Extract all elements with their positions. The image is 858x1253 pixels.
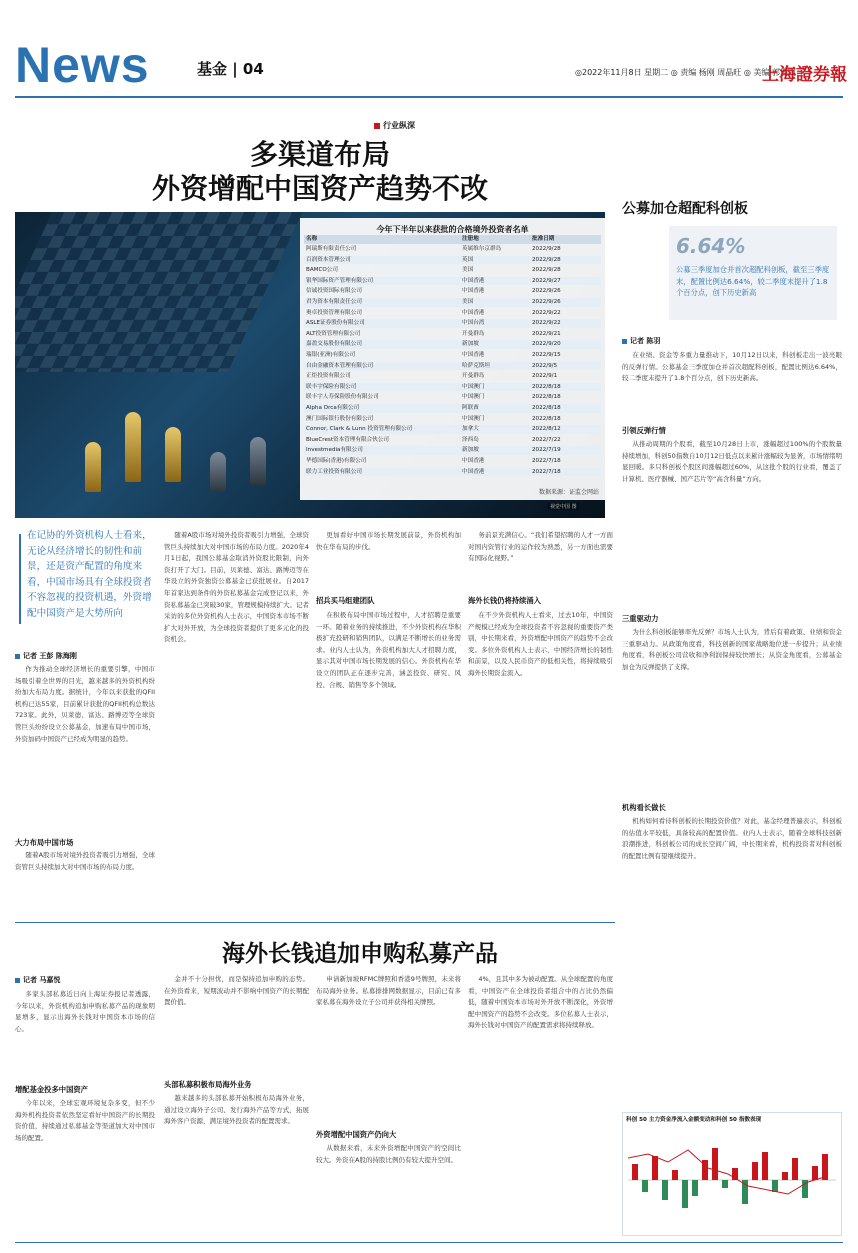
table-cell: Investmedia有限公司 <box>306 447 363 454</box>
table-cell: 2022/8/12 <box>532 426 561 433</box>
main-body-col4b: 在不少外资机构人士看来，过去10年，中国资产规模已经成为全球投资者不容忽视的重要资产类别，中长期来看，外资增配中国资产的趋势不会改变。多位外资机构人士表示，中国经济增长的韧性和前景，以及人民币资产的低相关性，将持续吸引海外长期资金流入。 <box>468 611 613 677</box>
sidebar-body-2: 从推动周期的个股看，截至10月28日上市，涨幅超过100%的个股数量持续增加，科创50指数自10月12日低点以来累计涨幅较为显著，市场情绪明显回暖。多只科创板个股区间涨幅超过60%，从这批个股的行业看，覆盖了计算机、医疗器械、国产芯片等“高含科量”方向。 <box>622 440 842 483</box>
table-cell: Connor, Clark & Lunn 投资管理有限公司 <box>306 426 413 433</box>
table-cell: 开曼群岛 <box>462 373 485 380</box>
chessboard-graphic <box>15 212 302 372</box>
table-cell: 中国澳门 <box>462 394 485 401</box>
table-cell: 2022/7/22 <box>532 436 561 443</box>
chart-bar <box>652 1156 658 1180</box>
headline-line1: 多渠道布局 <box>249 138 390 171</box>
section-label: 基金 | 04 <box>197 60 264 78</box>
main-body-col1: 作为推动全球经济增长的重要引擎，中国市场吸引着全世界的目光，越来越多的外资机构纷纷加大布局力度。据统计，今年以来获批的QFII机构已达55家，目前累计获批的QFII机构总数达723家。此外，贝莱德、富达、路博迈等全球资管巨头纷纷设立公募基金，加速布局中国市场，外资加码中国资产已经成为明显的趋势。 <box>15 665 155 743</box>
sidebar-body-1: 在业绩、资金等多重力量推动下，10月12日以来，科创板走出一波亮眼的反弹行情。公募基金三季度加仓并首次超配科创板，配置比例达6.64%，较二季度末提升了1.8个百分点，创下历史新高。 <box>622 351 842 383</box>
chart-bar <box>782 1172 788 1180</box>
subhead: 招兵买马组建团队 <box>316 596 375 605</box>
sidebar-body-3: 为什么科创板能够率先反弹？市场人士认为，背后有着政策、业绩和资金三重驱动力。从政策角度看，科技创新的国家战略地位进一步提升；从业绩角度看，科创板公司营收和净利润保持较快增长；从资金角度看，公募基金加仓为反弹提供了支撑。 <box>622 628 842 671</box>
second-body-col2b: 越来越多的头部私募开始积极布局海外业务，通过设立海外子公司、发行海外产品等方式，拓展海外客户资源，满足境外投资者的配置需求。 <box>164 1094 309 1126</box>
table-cell: 奥卓投资管理有限公司 <box>306 309 362 316</box>
table-cell: 新加坡 <box>462 341 479 348</box>
second-body-col3b: 从数据来看，未来外资增配中国资产的空间比较大。外资在A股的持股比例仍有较大提升空间。 <box>316 1144 461 1164</box>
table-cell: 中国香港 <box>462 458 485 464</box>
chart-bars <box>632 1148 828 1208</box>
main-body-col1b: 随着A股市场对境外投资者吸引力增强，全球资管巨头持续加大对中国市场的布局力度。 <box>15 851 155 871</box>
table-cell: 2022/9/1 <box>532 373 558 380</box>
chart-bar <box>762 1152 768 1180</box>
chart-title: 科创 50 主力资金净流入金额变动和科创 50 指数表现 <box>626 1117 762 1123</box>
table-row <box>304 266 601 275</box>
table-cell: 英属维尔京群岛 <box>462 246 502 252</box>
table-cell: 2022/7/19 <box>532 447 561 454</box>
second-headline: 海外长钱追加申购私募产品 <box>222 940 498 967</box>
table-cell: 2022/9/5 <box>532 362 558 369</box>
second-body-col3a: 申请新加坡RFMC牌照和香港9号牌照，未来将布局海外业务。私募排排网数据显示，目前已有多家私募在海外设立子公司并获得相关牌照。 <box>316 975 461 1007</box>
table-cell: 2022/8/18 <box>532 394 561 401</box>
second-byline: 记者 马嘉悦 <box>15 975 60 985</box>
pull-quote: 在记协的外资机构人士看来，无论从经济增长的韧性和前景，还是资产配置的角度来看，中国市场具有全球投资者不容忽视的投资机遇，外资增配中国资产是大势所向 <box>15 520 165 630</box>
chess-piece-icon <box>85 442 101 492</box>
table-cell: 2022/7/18 <box>532 468 561 475</box>
chart-bar <box>642 1180 648 1192</box>
table-cell: Alpha Orca有限公司 <box>306 405 360 411</box>
table-title: 今年下半年以来获批的合格境外投资者名单 <box>376 225 529 234</box>
table-cell: 2022/8/18 <box>532 415 561 422</box>
table-header: 名称 <box>306 236 318 242</box>
newspaper-logo: 上海證券報 <box>762 65 847 85</box>
chart-bar <box>722 1180 728 1188</box>
table-row <box>304 340 601 349</box>
sidebar-body-4: 机构如何看待科创板的长期投资价值？对此，基金经理普遍表示，科创板的估值水平较低，具备较高的配置价值。业内人士表示，随着全球科技创新浪潮推进，科创板公司的成长空间广阔，中长期来看，机构投资者对科创板的配置比例有望继续提升。 <box>622 817 842 860</box>
table-cell: 加拿大 <box>462 426 479 433</box>
table-header: 注册地 <box>462 236 479 242</box>
chart-bar <box>772 1180 778 1192</box>
table-cell: 正炬投资有限公司 <box>306 373 351 380</box>
chart-bar <box>632 1164 638 1180</box>
section-divider <box>15 922 615 923</box>
table-cell: 美国 <box>462 299 474 305</box>
second-body-col1b: 今年以来，全球宏观环境复杂多变，但不少海外机构投资者依然坚定看好中国资产的长期投资价值，持续通过私募基金等渠道加大对中国市场的配置。 <box>15 1099 155 1142</box>
sidebar-subhead: 三重驱动力 <box>622 614 659 623</box>
chart-bar <box>742 1180 748 1204</box>
table-cell: 英国 <box>462 256 474 263</box>
table-cell: ALT投资管理有限公司 <box>306 330 361 337</box>
table-cell: BAMCO公司 <box>306 267 338 274</box>
table-cell: 2022/9/28 <box>532 256 561 263</box>
table-cell: 中国香港 <box>462 309 485 316</box>
table-cell: 中国台湾 <box>462 320 485 327</box>
table-row <box>304 319 601 328</box>
main-body-col2: 随着A股市场对境外投资者吸引力增强，全球资管巨头持续加大对中国市场的布局力度。2020年4月1日起，我国公募基金取消外资股比限制，向外资打开了大门。目前，贝莱德、富达、路博迈等在华设立的外资独资公募基金已获批展业。自2017年首家达到条件的外资私募基金完成登记以来，外资私募基金已突破30家，管理规模持续扩大。记者采访的多位外资机构人士表示，中国资本市场不断扩大对外开放，为全球投资者提供了更多元化的投资机会。 <box>164 531 309 644</box>
main-body-col3a: 更加看好中国市场长期发展前景，外资机构加快在华布局的步伐。 <box>316 531 461 551</box>
table-row <box>304 404 601 413</box>
table-row <box>304 383 601 392</box>
table-row <box>304 277 601 286</box>
table-cell: 2022/9/26 <box>532 299 561 305</box>
table-cell: 瑞银(亚洲)有限公司 <box>306 352 356 358</box>
table-cell: 2022/9/22 <box>532 320 561 327</box>
subhead: 海外长钱仍将持续涌入 <box>468 596 541 605</box>
chart-bar <box>672 1170 678 1180</box>
table-cell: 联丰宇保险有限公司 <box>306 383 357 390</box>
subhead: 外资增配中国资产仍向大 <box>316 1130 397 1139</box>
chart-bar <box>682 1180 688 1208</box>
table-cell: 阿联酋 <box>462 405 479 411</box>
table-cell: 君为资本有限责任公司 <box>306 299 362 305</box>
subhead: 大力布局中国市场 <box>15 838 74 847</box>
table-cell: 中国澳门 <box>462 415 485 422</box>
table-row <box>304 468 601 477</box>
second-body-col2a: 金并不十分担忧，而是保持追加申购的态势。在外资看来，短期波动并不影响中国资产的长期配置价值。 <box>164 975 309 1007</box>
table-cell: 2022/9/28 <box>532 267 561 274</box>
issue-meta: ◎2022年11月8日 星期二 ◎ 责编 杨刚 周晶旺 ◎ 美编 郭晨凯 <box>575 68 796 77</box>
table-row <box>304 446 601 455</box>
main-body-col4a: 务前景充满信心。“我们希望招聘的人才一方面对国内资管行业的运作较为熟悉，另一方面也需要有国际化视野。” <box>468 531 613 563</box>
table-cell: 中国香港 <box>462 288 485 295</box>
table-row <box>304 298 601 307</box>
subhead: 头部私募积极布局海外业务 <box>164 1080 252 1089</box>
second-body-col1a: 多家头部私募近日向上海证券报记者透露，今年以来，外资机构追加申购私募产品的现象明显增多，显示出海外长钱对中国资本市场的信心。 <box>15 990 155 1033</box>
table-row <box>304 436 601 445</box>
chart-bar <box>752 1162 758 1180</box>
table-cell: 美国 <box>462 267 474 274</box>
sidebar-byline: 记者 陈羽 <box>622 336 660 346</box>
table-cell: BlueCrest资本管理有限合伙公司 <box>306 436 389 443</box>
feature-photo <box>15 212 605 518</box>
chess-piece-icon <box>250 437 266 485</box>
article-tag: 行业纵深 <box>374 120 415 131</box>
table-row <box>304 415 601 424</box>
main-body-col3b: 在积极布局中国市场过程中，人才招聘是重要一环。随着业务的持续推进，不少外资机构在华积极扩充投研和销售团队，以满足不断增长的业务需求。业内人士认为，外资机构加大人才招聘力度，显示其对中国市场长期发展的信心。外资机构在华设立的团队正在逐步完善，涵盖投资、研究、风控、合规、销售等多个领域。 <box>316 611 461 689</box>
table-cell: 中国澳门 <box>462 383 485 390</box>
sidebar-percent: 6.64% <box>676 234 746 258</box>
table-cell: 阿瑞斯有限责任公司 <box>306 246 357 252</box>
table-cell: 新加坡 <box>462 447 479 454</box>
chart-bar <box>692 1180 698 1196</box>
table-row <box>304 372 601 381</box>
second-body-col4: 4%，且其中多为被动配置。从全球配置的角度看，中国资产在全球投资者组合中的占比仍然偏低，随着中国资本市场对外开放不断深化，外资增配中国资产的趋势不会改变。多位私募人士表示，海外长钱对中国资产的配置需求将持续释放。 <box>468 975 613 1030</box>
table-cell: 2022/9/26 <box>532 288 561 295</box>
table-cell: 中国香港 <box>462 352 485 358</box>
table-row <box>304 330 601 339</box>
table-row <box>304 457 601 466</box>
sidebar-summary: 公募三季度加仓并首次超配科创板，截至三季度末，配置比例达6.64%，较二季度末提升了1.8个百分点，创下历史新高 <box>676 265 830 297</box>
table-cell: 泽西岛 <box>462 436 479 443</box>
table-row <box>304 351 601 360</box>
table-cell: 2022/9/22 <box>532 309 561 316</box>
table-row <box>304 362 601 371</box>
table-cell: 联力工业投资有限公司 <box>306 468 362 475</box>
masthead-divider <box>15 96 843 98</box>
headline-line2: 外资增配中国资产趋势不改 <box>151 172 488 205</box>
chess-piece-icon <box>165 427 181 482</box>
table-row <box>304 287 601 296</box>
subhead: 增配基金投多中国资产 <box>15 1085 88 1094</box>
table-cell: 中国香港 <box>462 468 485 475</box>
chess-piece-icon <box>210 452 226 492</box>
table-cell: 信诚投资国际有限公司 <box>306 288 362 295</box>
table-cell: 2022/9/21 <box>532 330 561 337</box>
table-row <box>304 256 601 265</box>
table-cell: 自由金融资本管理有限公司 <box>306 362 374 369</box>
fund-flow-chart <box>628 1128 836 1232</box>
photo-credit: 视觉中国 图 <box>550 504 577 510</box>
table-cell: 2022/8/18 <box>532 383 561 390</box>
chart-bar <box>812 1166 818 1180</box>
table-row <box>304 245 601 254</box>
table-cell: 银华国际资产管理有限公司 <box>306 277 374 284</box>
masthead-brand: News <box>15 37 150 93</box>
table-cell: 百润资本管理公司 <box>306 256 351 263</box>
table-row <box>304 309 601 318</box>
main-byline: 记者 王彭 陈海刚 <box>15 651 77 661</box>
table-cell: 嘉盈交易股份有限公司 <box>306 341 362 348</box>
table-cell: 2022/9/20 <box>532 341 561 348</box>
table-cell: 哈萨克斯坦 <box>462 362 490 369</box>
table-cell: 2022/9/28 <box>532 246 561 252</box>
page-bottom-rule <box>15 1242 843 1243</box>
table-row <box>304 425 601 434</box>
table-cell: 2022/8/18 <box>532 405 561 411</box>
chess-piece-icon <box>125 412 141 482</box>
table-cell: 澳门国际银行股份有限公司 <box>306 415 374 422</box>
table-cell: 开曼群岛 <box>462 330 485 337</box>
sidebar-subhead: 引领反弹行情 <box>622 426 666 435</box>
table-row <box>304 393 601 402</box>
table-cell: 华德国际(香港)有限公司 <box>306 458 367 464</box>
chart-bar <box>792 1158 798 1180</box>
chart-bar <box>662 1180 668 1200</box>
table-header-row <box>304 235 601 244</box>
sidebar-subhead: 机构看长做长 <box>622 803 666 812</box>
table-cell: ASLE证券股份有限公司 <box>306 320 365 327</box>
table-cell: 中国香港 <box>462 277 485 284</box>
sidebar-title: 公募加仓超配科创板 <box>622 201 748 217</box>
table-cell: 2022/9/15 <box>532 352 561 358</box>
qfii-approval-table <box>300 218 605 500</box>
chart-bar <box>712 1148 718 1180</box>
table-header: 批准日期 <box>532 236 555 242</box>
table-cell: 2022/9/27 <box>532 277 561 284</box>
table-cell: 2022/7/18 <box>532 458 561 464</box>
table-cell: 联丰宇人寿保险股份有限公司 <box>306 394 379 401</box>
table-source: 数据来源：证监会网站 <box>538 489 599 496</box>
